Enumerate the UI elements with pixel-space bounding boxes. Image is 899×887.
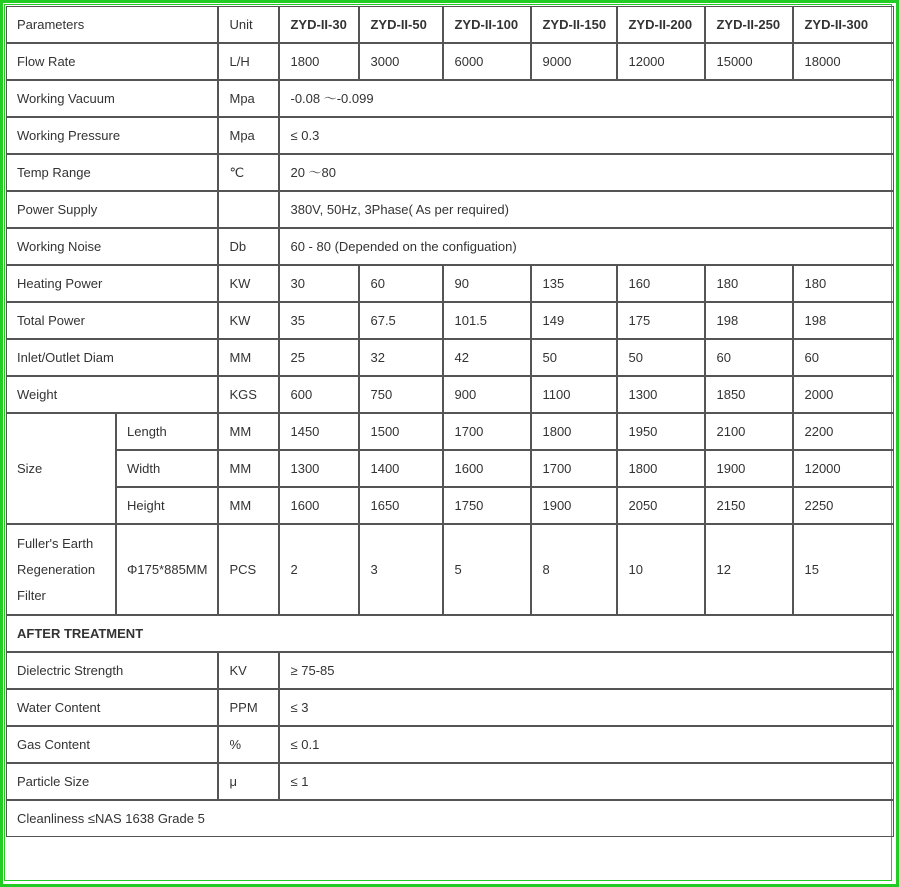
- row-unit: Mpa: [218, 80, 279, 117]
- table-cell: 1700: [531, 450, 617, 487]
- filter-spec: Φ175*885MM: [116, 524, 218, 615]
- row-label: Dielectric Strength: [6, 652, 218, 689]
- row-unit: KW: [218, 265, 279, 302]
- table-cell: 50: [617, 339, 705, 376]
- row-unit: PPM: [218, 689, 279, 726]
- table-cell: 12: [705, 524, 793, 615]
- table-cell: 1300: [279, 450, 359, 487]
- table-cell: 5: [443, 524, 531, 615]
- table-row-power-supply: [6, 191, 894, 228]
- size-label: Size: [6, 413, 116, 524]
- header-unit: Unit: [218, 6, 279, 43]
- table-row-working-vacuum: [6, 80, 894, 117]
- table-cell: 1950: [617, 413, 705, 450]
- row-label: Working Noise: [6, 228, 218, 265]
- row-value: 20 ～80: [279, 154, 894, 191]
- row-unit: %: [218, 726, 279, 763]
- table-row-gas-content: [6, 726, 894, 763]
- header-model: ZYD-II-50: [359, 6, 443, 43]
- row-label: Working Vacuum: [6, 80, 218, 117]
- row-label: Water Content: [6, 689, 218, 726]
- table-cell: 3: [359, 524, 443, 615]
- row-unit: MM: [218, 413, 279, 450]
- table-cell: 1900: [705, 450, 793, 487]
- table-cell: 1100: [531, 376, 617, 413]
- filter-label-line: Filter: [17, 587, 46, 603]
- table-row-heating-power: [6, 265, 894, 302]
- table-cell: 750: [359, 376, 443, 413]
- table-cell: 2150: [705, 487, 793, 524]
- table-cell: 6000: [443, 43, 531, 80]
- table-cell: 1600: [443, 450, 531, 487]
- table-cell: 60: [359, 265, 443, 302]
- row-unit: KGS: [218, 376, 279, 413]
- table-row-filter: [6, 524, 894, 615]
- table-row-cleanliness: [6, 800, 894, 837]
- table-cell: 15000: [705, 43, 793, 80]
- table-cell: 50: [531, 339, 617, 376]
- sub-label: Height: [116, 487, 218, 524]
- table-row-inlet-outlet-diam: [6, 339, 894, 376]
- table-row-working-pressure: [6, 117, 894, 154]
- table-cell: 2100: [705, 413, 793, 450]
- row-value: -0.08 ～-0.099: [279, 80, 894, 117]
- row-unit: Db: [218, 228, 279, 265]
- table-cell: 35: [279, 302, 359, 339]
- table-row-size-length: [6, 413, 894, 450]
- table-cell: 1400: [359, 450, 443, 487]
- header-model: ZYD-II-200: [617, 6, 705, 43]
- row-value: ≤ 3: [279, 689, 894, 726]
- table-cell: 60: [705, 339, 793, 376]
- table-cell: 2050: [617, 487, 705, 524]
- table-cell: 2200: [793, 413, 894, 450]
- table-cell: 1650: [359, 487, 443, 524]
- table-cell: 1600: [279, 487, 359, 524]
- sub-label: Width: [116, 450, 218, 487]
- table-row-dielectric-strength: [6, 652, 894, 689]
- table-row-flow-rate: [6, 43, 894, 80]
- row-label: Heating Power: [6, 265, 218, 302]
- row-label: Flow Rate: [6, 43, 218, 80]
- row-unit: Mpa: [218, 117, 279, 154]
- table-cell: 1800: [617, 450, 705, 487]
- row-value: ≤ 0.3: [279, 117, 894, 154]
- header-model: ZYD-II-250: [705, 6, 793, 43]
- sub-label: Length: [116, 413, 218, 450]
- row-unit: MM: [218, 487, 279, 524]
- row-unit: MM: [218, 339, 279, 376]
- table-cell: 1500: [359, 413, 443, 450]
- table-cell: 90: [443, 265, 531, 302]
- table-cell: 198: [793, 302, 894, 339]
- row-value: 60 - 80 (Depended on the configuation): [279, 228, 894, 265]
- row-label: Temp Range: [6, 154, 218, 191]
- table-cell: 2250: [793, 487, 894, 524]
- table-cell: 1900: [531, 487, 617, 524]
- table-cell: 180: [705, 265, 793, 302]
- table-cell: 1800: [279, 43, 359, 80]
- table-cell: 2000: [793, 376, 894, 413]
- row-label: Power Supply: [6, 191, 218, 228]
- filter-label: [6, 524, 116, 615]
- table-cell: 1750: [443, 487, 531, 524]
- filter-label-line: Fuller's Earth: [17, 535, 94, 551]
- section-heading: AFTER TREATMENT: [6, 615, 894, 652]
- table-row-weight: [6, 376, 894, 413]
- table-cell: 1450: [279, 413, 359, 450]
- table-cell: 12000: [617, 43, 705, 80]
- table-cell: 32: [359, 339, 443, 376]
- table-row-size-width: [6, 450, 894, 487]
- table-cell: 15: [793, 524, 894, 615]
- row-unit: [218, 191, 279, 228]
- table-cell: 135: [531, 265, 617, 302]
- header-model: ZYD-II-300: [793, 6, 894, 43]
- table-cell: 1300: [617, 376, 705, 413]
- row-value: ≤ 1: [279, 763, 894, 800]
- row-label: Gas Content: [6, 726, 218, 763]
- table-cell: 9000: [531, 43, 617, 80]
- table-row-water-content: [6, 689, 894, 726]
- table-cell: 8: [531, 524, 617, 615]
- row-unit: KV: [218, 652, 279, 689]
- header-model: ZYD-II-100: [443, 6, 531, 43]
- table-row-particle-size: [6, 763, 894, 800]
- table-cell: 900: [443, 376, 531, 413]
- table-row-temp-range: [6, 154, 894, 191]
- table-cell: 2: [279, 524, 359, 615]
- table-cell: 101.5: [443, 302, 531, 339]
- table-cell: 198: [705, 302, 793, 339]
- row-value: ≤ 0.1: [279, 726, 894, 763]
- row-value: ≥ 75-85: [279, 652, 894, 689]
- table-cell: 60: [793, 339, 894, 376]
- row-unit: μ: [218, 763, 279, 800]
- filter-label-line: Regeneration: [17, 561, 96, 577]
- table-cell: 18000: [793, 43, 894, 80]
- row-label: Weight: [6, 376, 218, 413]
- table-row-working-noise: [6, 228, 894, 265]
- row-unit: KW: [218, 302, 279, 339]
- table-cell: 175: [617, 302, 705, 339]
- row-value: 380V, 50Hz, 3Phase( As per required): [279, 191, 894, 228]
- table-row-size-height: [6, 487, 894, 524]
- table-cell: 1850: [705, 376, 793, 413]
- table-cell: 160: [617, 265, 705, 302]
- table-cell: 180: [793, 265, 894, 302]
- row-unit: ℃: [218, 154, 279, 191]
- row-label: Inlet/Outlet Diam: [6, 339, 218, 376]
- row-label: Particle Size: [6, 763, 218, 800]
- header-parameters: Parameters: [6, 6, 218, 43]
- table-cell: 10: [617, 524, 705, 615]
- header-model: ZYD-II-150: [531, 6, 617, 43]
- table-row-header: [6, 6, 894, 43]
- table-cell: 12000: [793, 450, 894, 487]
- header-model: ZYD-II-30: [279, 6, 359, 43]
- table-cell: 67.5: [359, 302, 443, 339]
- table-cell: 30: [279, 265, 359, 302]
- table-cell: 600: [279, 376, 359, 413]
- row-unit: MM: [218, 450, 279, 487]
- table-cell: 25: [279, 339, 359, 376]
- cleanliness-note: Cleanliness ≤NAS 1638 Grade 5: [6, 800, 894, 837]
- table-cell: 1800: [531, 413, 617, 450]
- row-unit: L/H: [218, 43, 279, 80]
- table-cell: 149: [531, 302, 617, 339]
- table-row-total-power: [6, 302, 894, 339]
- row-label: Working Pressure: [6, 117, 218, 154]
- row-unit: PCS: [218, 524, 279, 615]
- row-label: Total Power: [6, 302, 218, 339]
- table-cell: 1700: [443, 413, 531, 450]
- table-cell: 3000: [359, 43, 443, 80]
- spec-table: [6, 6, 894, 837]
- table-cell: 42: [443, 339, 531, 376]
- table-row-after-treatment: [6, 615, 894, 652]
